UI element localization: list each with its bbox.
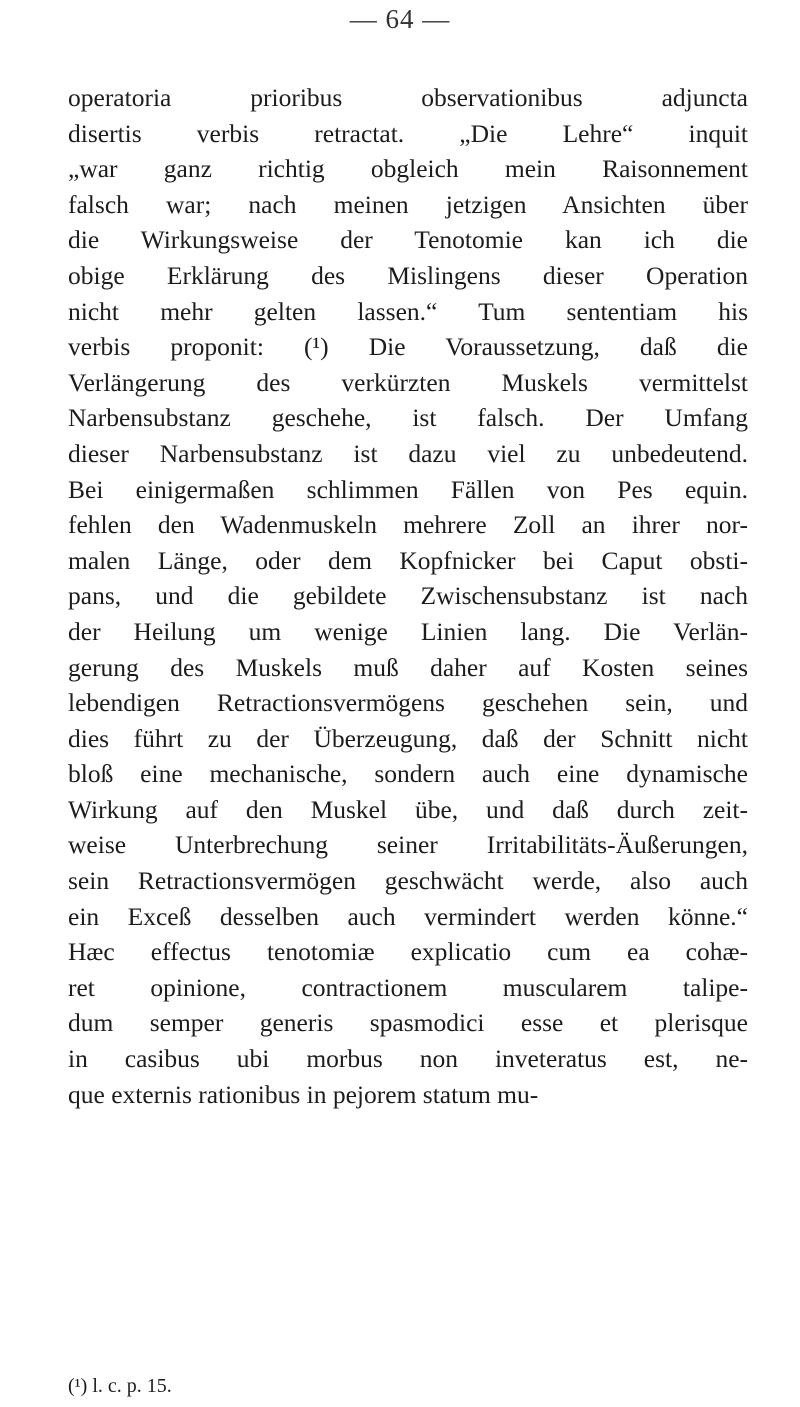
text-line: die Wirkungsweise der Tenotomie kan ich die: [68, 225, 748, 255]
footnote: (¹) l. c. p. 15.: [68, 1375, 172, 1397]
text-line: bloß eine mechanische, sondern auch eine dynamische: [68, 759, 748, 789]
text-line: falsch war; nach meinen jetzigen Ansichten über: [68, 189, 748, 219]
text-line: verbis proponit: (¹) Die Voraussetzung, daß die: [68, 332, 748, 362]
text-line: malen Länge, oder dem Kopfnicker bei Caput obsti-: [68, 545, 748, 575]
text-line: Hæc effectus tenotomiæ explicatio cum ea cohæ-: [68, 937, 748, 967]
text-line: que externis rationibus in pejorem statum mu-: [68, 1079, 539, 1109]
text-line: sein Retractionsvermögen geschwächt werde, also auch: [68, 866, 748, 896]
text-line: pans, und die gebildete Zwischensubstanz ist nach: [68, 581, 748, 611]
text-line: Bei einigermaßen schlimmen Fällen von Pes equin.: [68, 474, 748, 504]
text-line: lebendigen Retractionsvermögens geschehen sein, und: [68, 688, 748, 718]
text-line: operatoria prioribus observationibus adjuncta: [68, 83, 748, 112]
text-line: dum semper generis spasmodici esse et plerisque: [68, 1008, 748, 1038]
text-line: Narbensubstanz geschehe, ist falsch. Der Umfang: [68, 403, 748, 433]
text-line: ret opinione, contractionem muscularem talipe-: [68, 972, 748, 1002]
text-line: dies führt zu der Überzeugung, daß der Schnitt nicht: [68, 723, 748, 753]
text-line: der Heilung um wenige Linien lang. Die Verlän-: [68, 616, 748, 646]
text-line: „war ganz richtig obgleich mein Raisonnement: [68, 154, 748, 184]
text-line: gerung des Muskels muß daher auf Kosten seines: [68, 652, 748, 682]
text-line: obige Erklärung des Mislingens dieser Operation: [68, 260, 748, 290]
text-line: Wirkung auf den Muskel übe, und daß durch zeit-: [68, 794, 748, 824]
text-line: ein Exceß desselben auch vermindert werden könne.“: [68, 901, 748, 931]
text-line: Verlängerung des verkürzten Muskels vermittelst: [68, 367, 748, 397]
body-text: [68, 80, 748, 1112]
text-line: nicht mehr gelten lassen.“ Tum sententiam his: [68, 296, 748, 326]
text-line: in casibus ubi morbus non inveteratus est, ne-: [68, 1044, 748, 1074]
text-line: fehlen den Wadenmuskeln mehrere Zoll an ihrer nor-: [68, 510, 748, 540]
text-line: weise Unterbrechung seiner Irritabilitäts-Äußerungen,: [68, 830, 748, 860]
page-number: — 64 —: [349, 4, 451, 34]
text-line: disertis verbis retractat. „Die Lehre“ inquit: [68, 118, 748, 148]
text-line: dieser Narbensubstanz ist dazu viel zu unbedeutend.: [68, 438, 748, 468]
